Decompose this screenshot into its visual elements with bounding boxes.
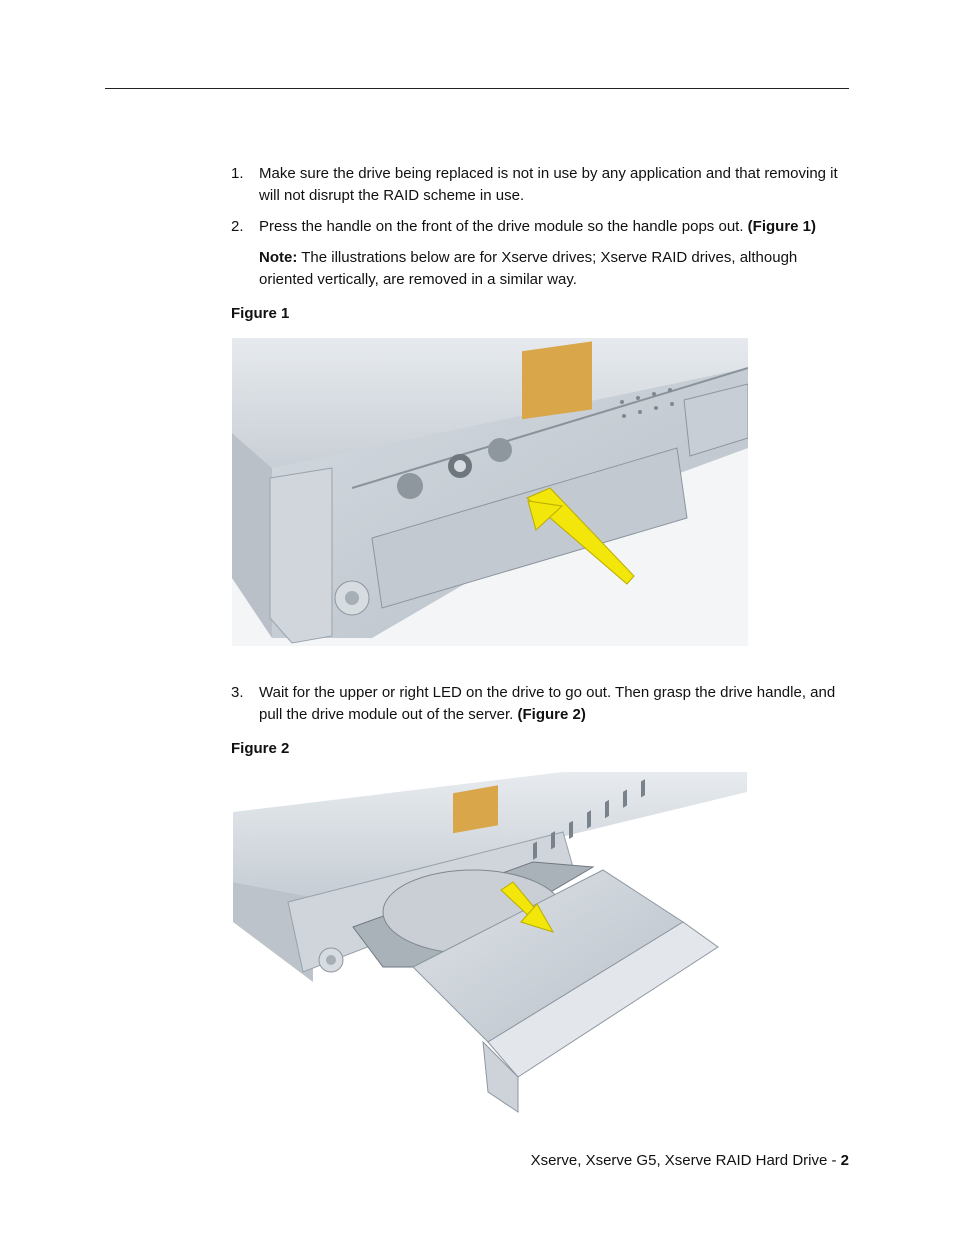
step-1	[231, 163, 851, 207]
page-number: 2	[840, 1152, 849, 1169]
step-text: Make sure the drive being replaced is not in use by any application and that removing it will not disrupt the RAID scheme in use.	[259, 165, 838, 204]
step-number: 2.	[231, 218, 244, 235]
footer-title: Xserve, Xserve G5, Xserve RAID Hard Drive -	[530, 1152, 841, 1169]
xserve-drive-handle-press-illustration	[232, 338, 748, 646]
step-text: Press the handle on the front of the drive module so the handle pops out.	[259, 218, 748, 235]
xserve-drive-pull-out-illustration	[233, 772, 747, 1115]
figure-reference-paren: (	[517, 706, 523, 723]
step-2	[231, 216, 851, 238]
step-number: 1.	[231, 165, 244, 182]
figure-reference: Figure 2)	[522, 706, 586, 723]
step-3	[231, 682, 851, 726]
step-text: Wait for the upper or right LED on the drive to go out. Then grasp the drive handle, and pull the drive module out of the server.	[259, 684, 836, 723]
page-footer	[531, 1150, 849, 1172]
figure-1-label: Figure 1	[231, 305, 290, 322]
note-label: Note:	[259, 249, 298, 266]
figure-reference: (Figure 1)	[747, 218, 817, 235]
note	[259, 247, 849, 291]
note-text: The illustrations below are for Xserve drives; Xserve RAID drives, although oriented vertically, are removed in a similar way.	[259, 249, 798, 288]
step-number: 3.	[231, 684, 244, 701]
figure-2-label: Figure 2	[231, 740, 290, 757]
header-rule	[105, 88, 849, 89]
